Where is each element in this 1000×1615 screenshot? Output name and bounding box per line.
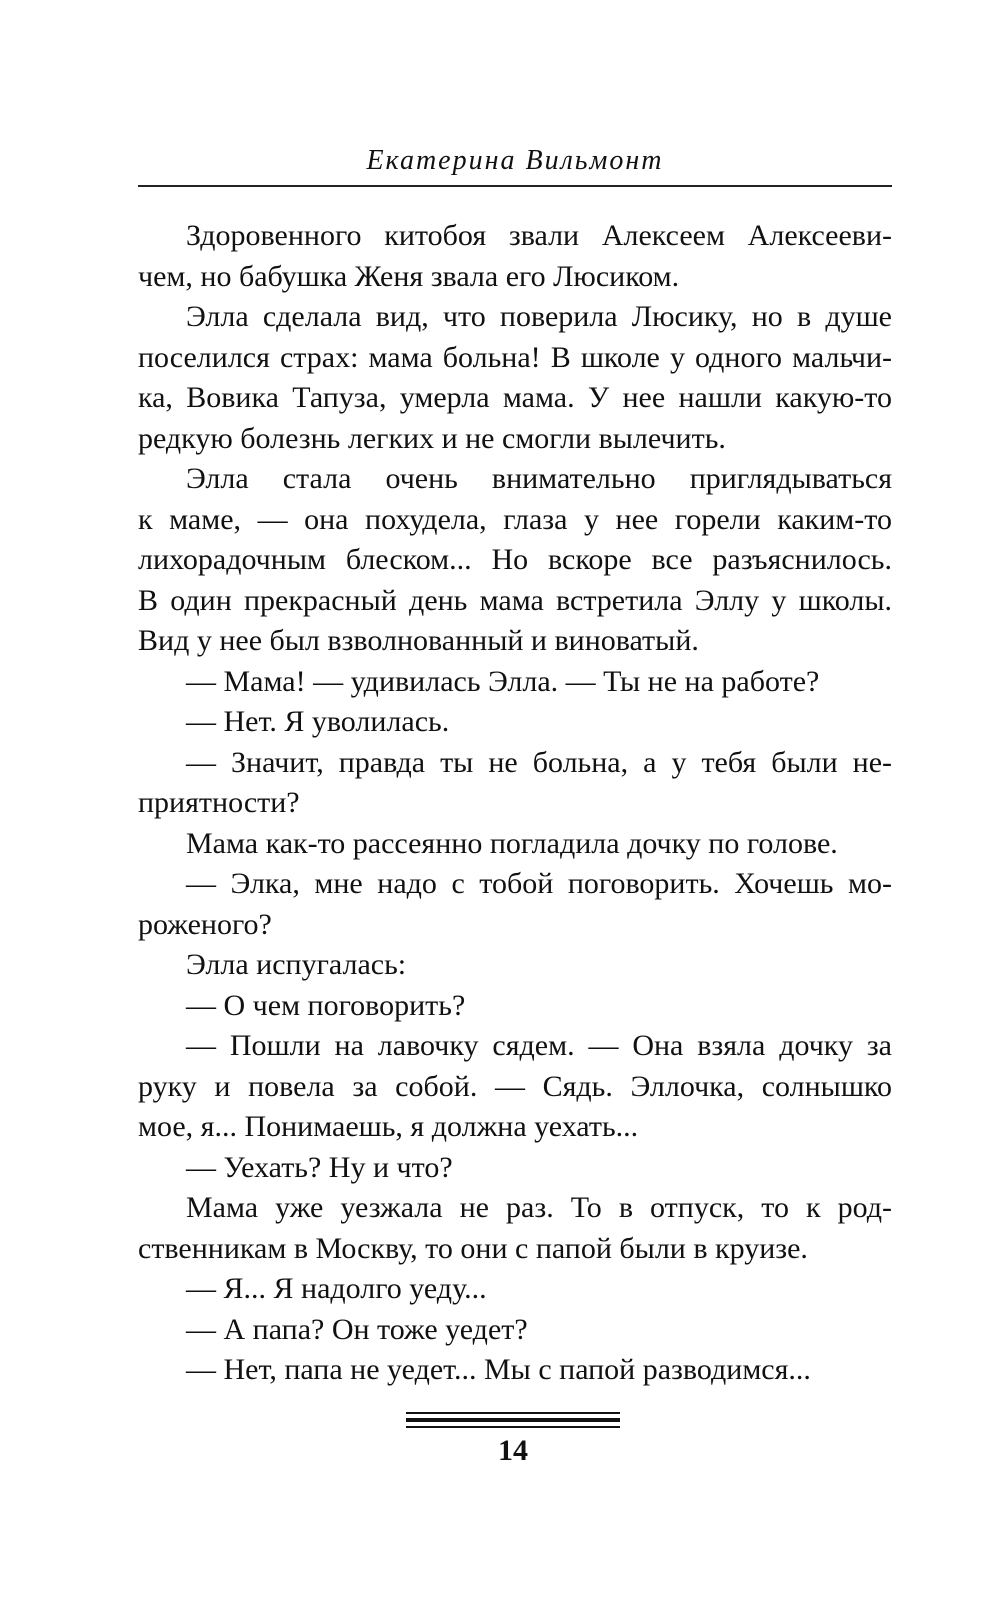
text-line: лихорадочным блеском... Но вскоре все разъяснилось. xyxy=(138,543,892,576)
text-line: к маме, — она похудела, глаза у нее горели каким-то xyxy=(138,502,892,536)
text-line: В один прекрасный день мама встретила Эллу у школы. xyxy=(138,583,892,617)
folio-rule-middle xyxy=(406,1418,620,1422)
text-line: Мама как-то рассеянно погладила дочку по голове. xyxy=(186,826,838,860)
text-line: — Уехать? Ну и что? xyxy=(186,1150,453,1184)
folio-rule-bottom xyxy=(406,1426,620,1428)
text-line: Элла сделала вид, что поверила Люсику, но в душе xyxy=(186,300,892,333)
running-head-author: Екатерина Вильмонт xyxy=(366,145,664,176)
text-line: — Я... Я надолго уеду... xyxy=(186,1272,487,1305)
text-line: приятности? xyxy=(138,786,300,819)
text-line: Элла стала очень внимательно приглядываться xyxy=(186,462,892,495)
text-line: роженого? xyxy=(138,907,272,941)
text-line: — Нет. Я уволилась. xyxy=(186,705,450,738)
text-line: Мама уже уезжала не раз. То в отпуск, то к род- xyxy=(186,1191,892,1224)
text-line: поселился страх: мама больна! В школе у одного мальчи- xyxy=(138,340,892,374)
text-line: Вид у нее был взволнованный и виноватый. xyxy=(138,624,699,657)
text-line: ка, Вовика Тапуза, умерла мама. У нее нашли какую-то xyxy=(138,381,892,414)
body-text xyxy=(138,216,892,1391)
text-line: — Мама! — удивилась Элла. — Ты не на работе? xyxy=(186,664,820,698)
text-line: руку и повела за собой. — Сядь. Эллочка, солнышко xyxy=(138,1069,892,1103)
header-rule xyxy=(138,185,892,187)
text-line: — Пошли на лавочку сядем. — Она взяла дочку за xyxy=(186,1029,892,1062)
text-line: — Нет, папа не уедет... Мы с папой разводимся... xyxy=(186,1353,811,1386)
text-line: Элла испугалась: xyxy=(186,948,407,981)
text-line: чем, но бабушка Женя звала его Люсиком. xyxy=(138,259,680,293)
folio-rule-top xyxy=(406,1412,620,1414)
text-line: Здоровенного китобоя звали Алексеем Алексееви- xyxy=(186,219,892,252)
text-line: мое, я... Понимаешь, я должна уехать... xyxy=(138,1110,639,1143)
text-line: — Значит, правда ты не больна, а у тебя были не- xyxy=(186,745,892,779)
text-line: — Элка, мне надо с тобой поговорить. Хочешь мо- xyxy=(186,867,892,900)
page-number: 14 xyxy=(498,1434,528,1467)
text-line: — О чем поговорить? xyxy=(186,988,466,1022)
text-line: — А папа? Он тоже уедет? xyxy=(186,1312,528,1346)
text-line: ственникам в Москву, то они с папой были в круизе. xyxy=(138,1231,808,1265)
text-line: редкую болезнь легких и не смогли вылечить. xyxy=(138,421,726,455)
